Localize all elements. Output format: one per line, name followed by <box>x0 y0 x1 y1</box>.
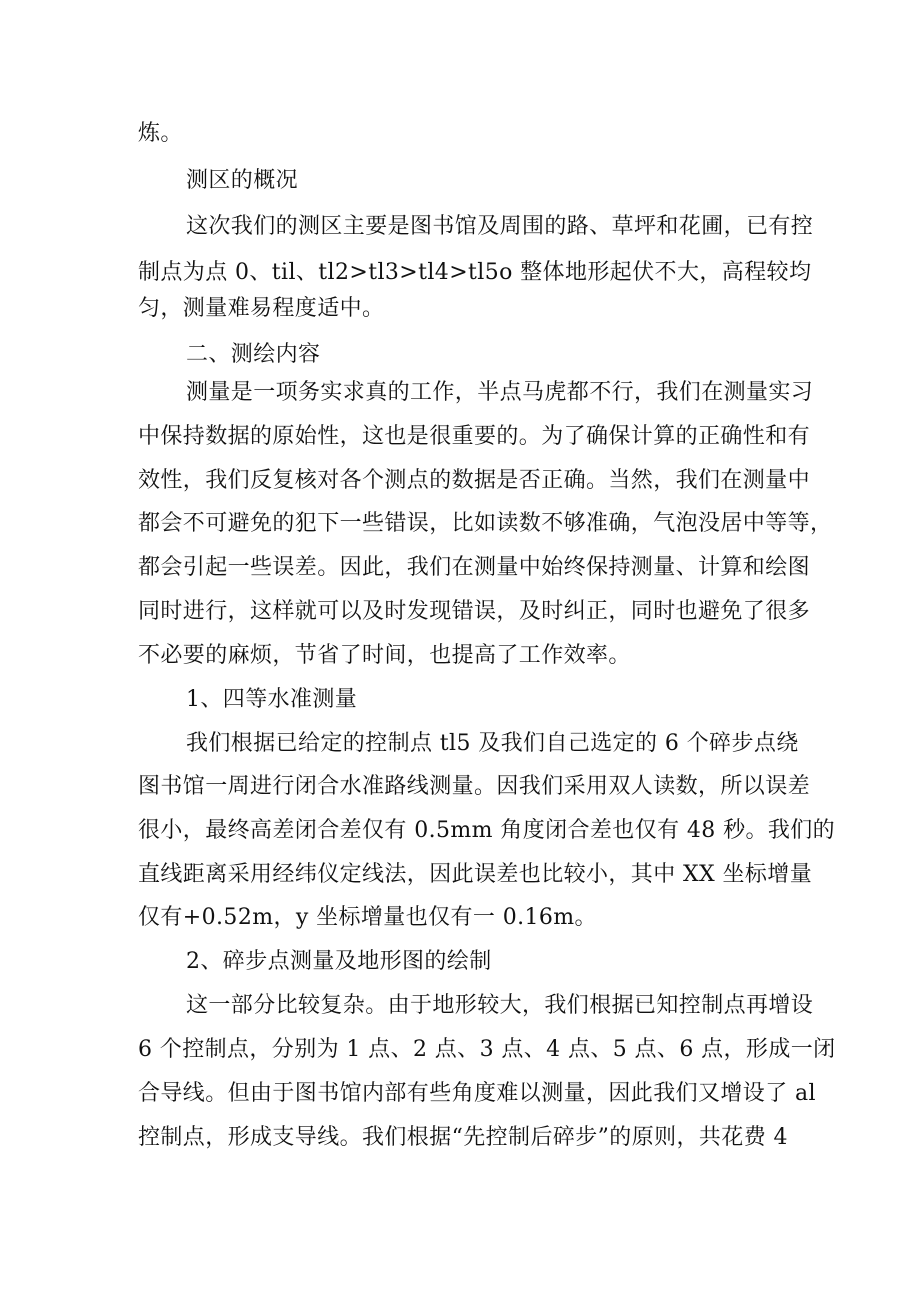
text-line: 匀，测量难易程度适中。 <box>138 296 385 321</box>
text-line: 6 个控制点，分别为 1 点、2 点、3 点、4 点、5 点、6 点，形成一闭 <box>138 1037 836 1062</box>
text-line: 测量是一项务实求真的工作，半点马虎都不行，我们在测量实习 <box>186 380 814 405</box>
text-line: 炼。 <box>138 121 183 146</box>
section-heading: 测区的概况 <box>186 168 299 193</box>
text-line: 制点为点 0、til、tl2>tl3>tl4>tl5o 整体地形起伏不大，高程较均 <box>138 260 812 285</box>
section-heading: 1、四等水准测量 <box>186 687 358 712</box>
text-line: 仅有+0.52m，y 坐标增量也仅有一 0.16m。 <box>138 905 597 930</box>
text-line: 效性，我们反复核对各个测点的数据是否正确。当然，我们在测量中 <box>138 468 811 493</box>
text-line: 这一部分比较复杂。由于地形较大，我们根据已知控制点再增设 <box>186 993 814 1018</box>
text-line: 我们根据已给定的控制点 tl5 及我们自己选定的 6 个碎步点绕 <box>186 731 799 756</box>
section-heading: 2、碎步点测量及地形图的绘制 <box>186 949 492 974</box>
text-line: 中保持数据的原始性，这也是很重要的。为了确保计算的正确性和有 <box>138 424 811 449</box>
section-heading: 二、测绘内容 <box>186 342 321 367</box>
text-line: 合导线。但由于图书馆内部有些角度难以测量，因此我们又增设了 al <box>138 1081 816 1106</box>
text-line: 都会引起一些误差。因此，我们在测量中始终保持测量、计算和绘图 <box>138 555 811 580</box>
text-line: 都会不可避免的犯下一些错误，比如读数不够准确，气泡没居中等等， <box>138 511 833 536</box>
text-line: 同时进行，这样就可以及时发现错误，及时纠正，同时也避免了很多 <box>138 599 811 624</box>
text-line: 这次我们的测区主要是图书馆及周围的路、草坪和花圃，已有控 <box>186 214 814 239</box>
text-line: 很小，最终高差闭合差仅有 0.5mm 角度闭合差也仅有 48 秒。我们的 <box>138 818 836 843</box>
text-line: 图书馆一周进行闭合水准路线测量。因我们采用双人读数，所以误差 <box>138 774 811 799</box>
text-line: 控制点，形成支导线。我们根据“先控制后碎步”的原则，共花费 4 <box>138 1125 788 1150</box>
text-line: 直线距离采用经纬仪定线法，因此误差也比较小，其中 XX 坐标增量 <box>138 862 813 887</box>
text-line: 不必要的麻烦，节省了时间，也提高了工作效率。 <box>138 643 631 668</box>
